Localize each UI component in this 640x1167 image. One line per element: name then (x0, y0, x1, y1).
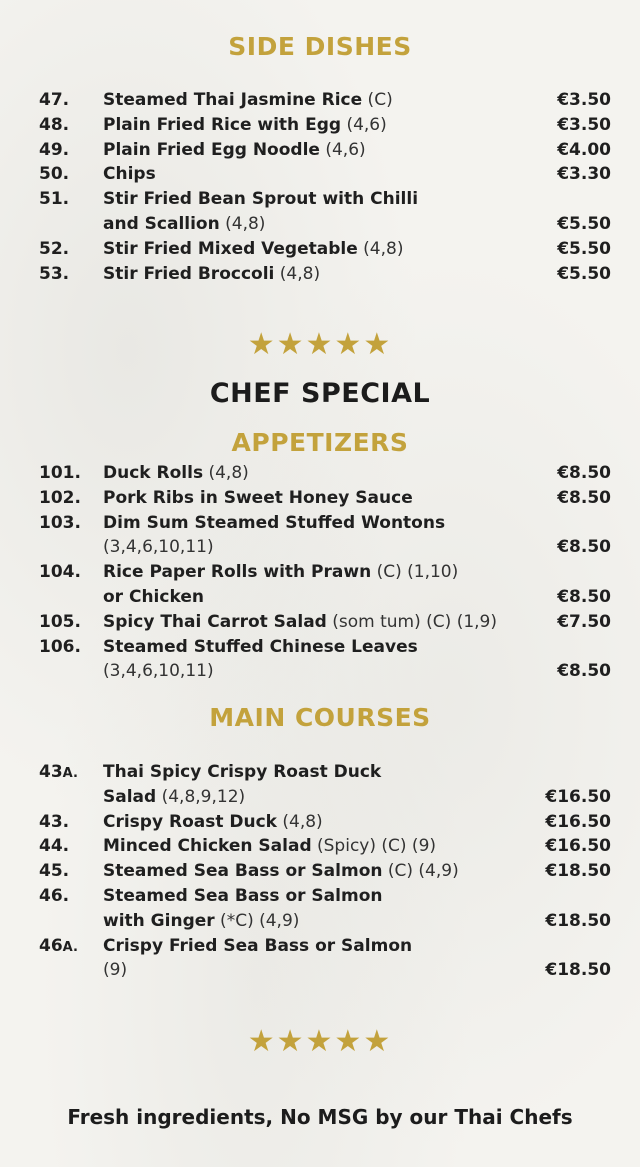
item-allergens: (3,4,6,10,11) (103, 661, 214, 682)
item-allergens: (C) (1,10) (371, 562, 459, 583)
item-price: €16.50 (545, 811, 611, 832)
item-number: 46A. (39, 935, 78, 956)
item-description-line (103, 585, 533, 610)
item-description-line (103, 610, 533, 635)
item-price: €18.50 (545, 910, 611, 931)
menu-item (0, 88, 640, 113)
item-description-line (103, 760, 533, 785)
item-allergens: (*C) (4,9) (214, 910, 300, 931)
item-description-line (103, 834, 533, 859)
item-name: Chips (103, 164, 156, 185)
item-description-line (103, 262, 533, 287)
item-price: €5.50 (557, 238, 611, 259)
item-name: or Chicken (103, 586, 204, 607)
item-description-line (103, 635, 533, 660)
item-price: €18.50 (545, 861, 611, 882)
appetizers-list (0, 461, 640, 684)
menu-item (0, 610, 640, 635)
stars-divider: ★★★★★ (247, 327, 393, 362)
menu-item (0, 635, 640, 685)
item-description-line (103, 162, 533, 187)
item-description-line (103, 859, 533, 884)
item-name: Crispy Fried Sea Bass or Salmon (103, 935, 413, 956)
item-description-line (103, 511, 533, 536)
item-price: €5.50 (557, 213, 611, 234)
item-name: Steamed Stuffed Chinese Leaves (103, 636, 418, 657)
item-allergens: (Spicy) (C) (9) (311, 836, 437, 857)
item-name: Stir Fried Mixed Vegetable (103, 238, 358, 259)
item-allergens: (4,8) (274, 263, 321, 284)
item-name: Dim Sum Steamed Stuffed Wontons (103, 512, 446, 533)
item-price: €4.00 (557, 139, 611, 160)
item-name: Minced Chicken Salad (103, 836, 312, 857)
menu-item (0, 560, 640, 610)
item-description-line (103, 237, 533, 262)
menu-item (0, 760, 640, 810)
item-description-line (103, 659, 533, 684)
item-description-line (103, 535, 533, 560)
stars-divider: ★★★★★ (247, 1024, 393, 1059)
item-name: Duck Rolls (103, 463, 204, 483)
item-price: €8.50 (557, 661, 611, 682)
item-price: €5.50 (557, 263, 611, 284)
item-price: €8.50 (557, 586, 611, 607)
item-name: Steamed Sea Bass or Salmon (103, 885, 383, 906)
item-number: 50. (39, 164, 70, 185)
item-allergens: (4,8) (203, 463, 249, 483)
menu-item (0, 834, 640, 859)
menu-item (0, 884, 640, 934)
item-description-line (103, 884, 533, 909)
item-name: and Scallion (103, 213, 220, 234)
item-allergens: (4,6) (319, 139, 366, 160)
item-name: Spicy Thai Carrot Salad (103, 611, 327, 632)
item-number: 101. (39, 463, 81, 483)
item-number: 44. (39, 836, 70, 857)
item-price: €8.50 (557, 487, 611, 508)
item-allergens: (3,4,6,10,11) (103, 537, 214, 558)
item-number: 49. (39, 139, 70, 160)
item-allergens: (som tum) (C) (1,9) (326, 611, 497, 632)
side-dishes-list (0, 88, 640, 286)
menu-item (0, 511, 640, 561)
item-number: 45. (39, 861, 70, 882)
item-price: €8.50 (557, 463, 611, 483)
item-number: 105. (39, 611, 81, 632)
item-allergens: (4,8) (357, 238, 404, 259)
item-name: with Ginger (103, 910, 215, 931)
item-price: €3.50 (557, 114, 611, 135)
item-price: €16.50 (545, 836, 611, 857)
menu-item (0, 461, 640, 486)
menu-item (0, 262, 640, 287)
item-name: Plain Fried Egg Noodle (103, 139, 320, 160)
item-description-line (103, 187, 533, 212)
item-number: 53. (39, 263, 70, 284)
item-description-line (103, 785, 533, 810)
item-name: Stir Fried Bean Sprout with Chilli (103, 189, 419, 210)
item-number: 46. (39, 885, 70, 906)
item-name: Stir Fried Broccoli (103, 263, 275, 284)
menu-item (0, 859, 640, 884)
appetizers-heading: APPETIZERS (231, 428, 409, 457)
item-name: Thai Spicy Crispy Roast Duck (103, 762, 382, 782)
main-courses-list (0, 760, 640, 983)
item-allergens: (C) (362, 90, 393, 110)
item-name: Steamed Thai Jasmine Rice (103, 90, 363, 110)
item-name: Crispy Roast Duck (103, 811, 277, 832)
item-description-line (103, 934, 533, 959)
item-price: €7.50 (557, 611, 611, 632)
item-allergens: (4,8) (219, 213, 266, 234)
item-number: 102. (39, 487, 81, 508)
item-description-line (103, 138, 533, 163)
item-allergens: (C) (4,9) (382, 861, 459, 882)
chef-special-heading: CHEF SPECIAL (209, 378, 431, 409)
item-number: 43A. (39, 762, 78, 782)
menu-item (0, 934, 640, 984)
menu-item (0, 138, 640, 163)
item-price: €18.50 (545, 960, 611, 981)
item-name: Salad (103, 786, 157, 807)
item-description-line (103, 88, 533, 113)
item-name: Plain Fried Rice with Egg (103, 114, 342, 135)
item-price: €3.30 (557, 164, 611, 185)
item-number: 48. (39, 114, 70, 135)
item-number: 47. (39, 90, 70, 110)
menu-item (0, 162, 640, 187)
item-number: 106. (39, 636, 81, 657)
item-name: Steamed Sea Bass or Salmon (103, 861, 383, 882)
menu-item (0, 486, 640, 511)
item-allergens: (4,8,9,12) (156, 786, 246, 807)
item-allergens: (9) (103, 960, 128, 981)
menu-item (0, 237, 640, 262)
item-allergens: (4,8) (276, 811, 323, 832)
footer-tagline: Fresh ingredients, No MSG by our Thai Chefs (67, 1105, 573, 1129)
item-name: Rice Paper Rolls with Prawn (103, 562, 372, 583)
menu-item (0, 810, 640, 835)
item-price: €16.50 (545, 786, 611, 807)
menu-item (0, 113, 640, 138)
item-description-line (103, 461, 533, 486)
item-description-line (103, 560, 533, 585)
item-name: Pork Ribs in Sweet Honey Sauce (103, 487, 413, 508)
item-description-line (103, 212, 533, 237)
item-description-line (103, 113, 533, 138)
side-dishes-heading: SIDE DISHES (228, 32, 412, 61)
item-number: 104. (39, 562, 81, 583)
item-number: 103. (39, 512, 81, 533)
item-price: €3.50 (557, 90, 611, 110)
item-description-line (103, 486, 533, 511)
item-allergens: (4,6) (341, 114, 387, 135)
item-number: 52. (39, 238, 70, 259)
main-courses-heading: MAIN COURSES (209, 703, 431, 732)
item-number: 43. (39, 811, 70, 832)
item-number: 51. (39, 189, 70, 210)
item-description-line (103, 909, 533, 934)
item-description-line (103, 810, 533, 835)
item-price: €8.50 (557, 537, 611, 558)
item-description-line (103, 958, 533, 983)
menu-item (0, 187, 640, 237)
